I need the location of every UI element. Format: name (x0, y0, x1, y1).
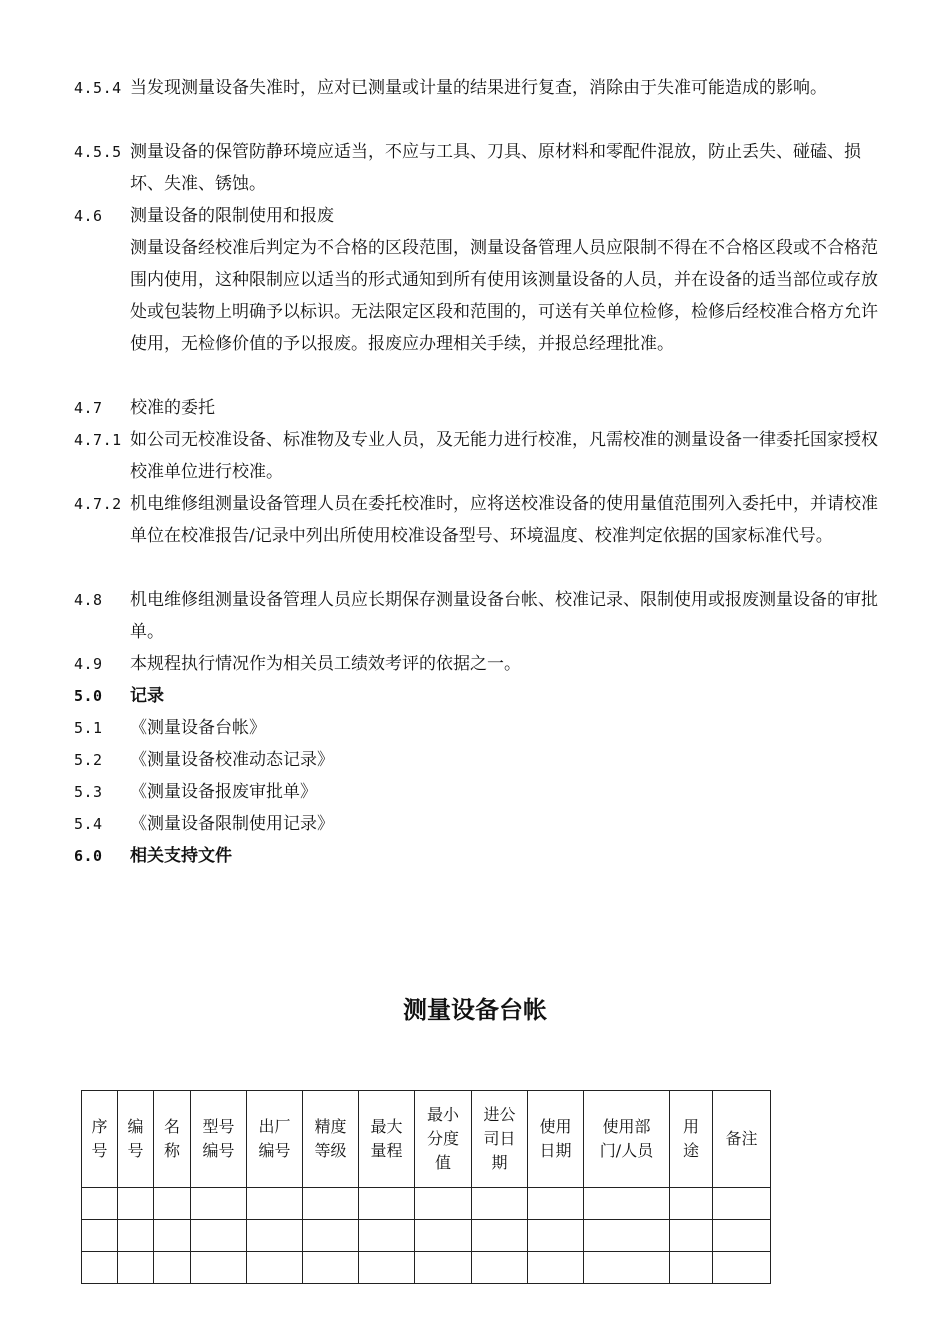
ledger-table (81, 1090, 771, 1284)
clause-text: 如公司无校准设备、标准物及专业人员，及无能力进行校准，凡需校准的测量设备一律委托国家授权校准单位进行校准。 (130, 430, 878, 482)
section-number: 6.0 (74, 847, 103, 865)
header-cell-entry-date: 进公 司日 期 (472, 1091, 528, 1188)
clause-text: 机电维修组测量设备管理人员在委托校准时，应将送校准设备的使用量值范围列入委托中，并请校准单位在校准报告/记录中列出所使用校准设备型号、环境温度、校准判定依据的国家标准代号。 (130, 494, 878, 546)
clause-number: 5.2 (74, 751, 103, 769)
clause-number: 5.3 (74, 783, 103, 801)
clause-text: 《测量设备校准动态记录》 (130, 750, 334, 770)
clause-number: 4.7 (74, 399, 103, 417)
clause-4-6-body (74, 232, 894, 360)
clause-text: 测量设备的保管防静环境应适当，不应与工具、刀具、原材料和零配件混放，防止丢失、碰磕、损坏、失准、锈蚀。 (130, 142, 861, 194)
header-cell-use-date: 使用 日期 (528, 1091, 584, 1188)
record-5-2 (74, 744, 894, 776)
header-cell-factory-no: 出厂 编号 (247, 1091, 303, 1188)
header-cell-code: 编 号 (118, 1091, 154, 1188)
ledger-title: 测量设备台帐 (403, 996, 547, 1024)
section-6-0 (74, 840, 894, 872)
clause-number: 5.4 (74, 815, 103, 833)
clause-text: 测量设备的限制使用和报废 (130, 206, 334, 226)
clause-4-5-4 (74, 72, 894, 104)
table-row (82, 1252, 771, 1284)
clause-number: 4.5.4 (74, 79, 122, 97)
table-row (82, 1188, 771, 1220)
header-cell-accuracy: 精度 等级 (303, 1091, 359, 1188)
clause-4-5-5 (74, 136, 894, 200)
clause-text: 机电维修组测量设备管理人员应长期保存测量设备台帐、校准记录、限制使用或报废测量设备的审批单。 (130, 590, 878, 642)
clause-4-7 (74, 392, 894, 424)
clause-text: 本规程执行情况作为相关员工绩效考评的依据之一。 (130, 654, 521, 674)
table-row (82, 1220, 771, 1252)
header-cell-remarks: 备注 (713, 1091, 771, 1188)
header-cell-purpose: 用 途 (670, 1091, 713, 1188)
clause-number: 4.9 (74, 655, 103, 673)
clause-text: 校准的委托 (130, 398, 215, 418)
clause-text: 测量设备经校准后判定为不合格的区段范围，测量设备管理人员应限制不得在不合格区段或不合格范围内使用，这种限制应以适当的形式通知到所有使用该测量设备的人员，并在设备的适当部位或存放处或包装物上明确予以标识。无法限定区段和范围的，可送有关单位检修，检修后经校准合格方允许使用，无检修价值的予以报废。报废应办理相关手续，并报总经理批准。 (130, 238, 878, 354)
clause-text: 《测量设备报废审批单》 (130, 782, 317, 802)
record-5-1 (74, 712, 894, 744)
header-cell-serial: 序 号 (82, 1091, 118, 1188)
clause-number: 4.8 (74, 591, 103, 609)
clause-number: 5.1 (74, 719, 103, 737)
clause-number: 4.6 (74, 207, 103, 225)
record-5-3 (74, 776, 894, 808)
clause-text: 当发现测量设备失准时，应对已测量或计量的结果进行复查，消除由于失准可能造成的影响。 (130, 78, 827, 98)
section-5-0 (74, 680, 894, 712)
clause-4-6 (74, 200, 894, 232)
header-cell-model: 型号 编号 (191, 1091, 247, 1188)
section-title: 记录 (130, 686, 164, 706)
clause-text: 《测量设备限制使用记录》 (130, 814, 334, 834)
clause-number: 4.7.2 (74, 495, 122, 513)
clause-4-8 (74, 584, 894, 648)
ledger-header-row (82, 1091, 771, 1188)
section-title: 相关支持文件 (130, 846, 232, 866)
section-number: 5.0 (74, 687, 103, 705)
header-cell-name: 名 称 (154, 1091, 191, 1188)
record-5-4 (74, 808, 894, 840)
header-cell-min-division: 最小 分度 值 (415, 1091, 472, 1188)
clause-4-9 (74, 648, 894, 680)
clause-4-7-1 (74, 424, 894, 488)
clause-number: 4.5.5 (74, 143, 122, 161)
clause-text: 《测量设备台帐》 (130, 718, 266, 738)
header-cell-max-range: 最大 量程 (359, 1091, 415, 1188)
header-cell-department: 使用部 门/人员 (584, 1091, 670, 1188)
clause-number: 4.7.1 (74, 431, 122, 449)
clause-4-7-2 (74, 488, 894, 552)
